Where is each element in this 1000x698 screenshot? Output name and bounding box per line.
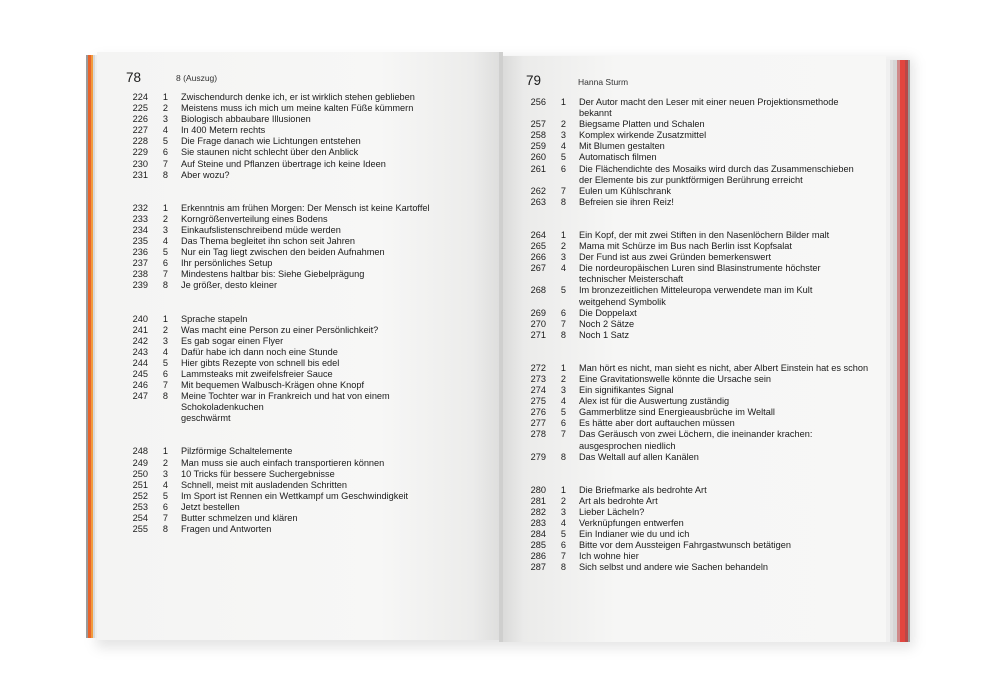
entry-sub-number: 2 xyxy=(560,119,566,130)
entry-row-continuation xyxy=(516,274,873,285)
entry-sub-number: 5 xyxy=(560,529,566,540)
entry-sub-number: 2 xyxy=(162,213,168,224)
entry-row xyxy=(118,358,463,369)
entry-text: Biologisch abbaubare Illusionen xyxy=(181,114,311,125)
entry-number: 239 xyxy=(132,280,148,291)
entry-sub-number: 2 xyxy=(162,103,168,114)
entry-sub-number: 1 xyxy=(162,202,168,213)
entry-number: 247 xyxy=(132,391,148,402)
entry-sub-number: 4 xyxy=(162,479,168,490)
entry-row xyxy=(516,551,873,562)
entry-sub-number: 6 xyxy=(162,368,168,379)
entry-number: 265 xyxy=(530,241,546,252)
entry-sub-number: 4 xyxy=(560,263,566,274)
entry-text: Der Fund ist aus zwei Gründen bemerkenswert xyxy=(579,252,771,263)
entry-row xyxy=(516,363,873,374)
entry-number: 273 xyxy=(530,373,546,384)
entry-text: Das Geräusch von zwei Löchern, die ineinander krachen: xyxy=(579,429,813,440)
entry-text: Erkenntnis am frühen Morgen: Der Mensch ist keine Kartoffel xyxy=(181,202,430,213)
entry-sub-number: 1 xyxy=(162,92,168,102)
entry-row xyxy=(516,330,873,341)
entry-text: Die nordeuropäischen Luren sind Blasinstrumente höchster xyxy=(579,263,821,274)
entry-number: 238 xyxy=(132,269,148,280)
entry-sub-number: 6 xyxy=(162,258,168,269)
entry-sub-number: 8 xyxy=(162,280,168,291)
entry-sub-number: 4 xyxy=(162,125,168,136)
entry-sub-number: 3 xyxy=(560,130,566,141)
entry-sub-number: 3 xyxy=(560,385,566,396)
entry-text: Schnell, meist mit ausladenden Schritten xyxy=(181,479,347,490)
entry-number: 237 xyxy=(132,258,148,269)
right-running-head: Hanna Sturm xyxy=(578,77,629,87)
entry-row xyxy=(516,141,873,152)
entry-number: 276 xyxy=(530,407,546,418)
entry-sub-number: 7 xyxy=(560,318,566,329)
entry-sub-number: 7 xyxy=(560,551,566,562)
entry-number: 236 xyxy=(132,247,148,258)
entry-text: Eulen um Kühlschrank xyxy=(579,185,671,196)
entry-sub-number: 2 xyxy=(162,324,168,335)
entry-row xyxy=(118,170,463,181)
entry-group xyxy=(118,203,463,292)
entry-text: Ein Kopf, der mit zwei Stiften in den Nasenlöchern Bilder malt xyxy=(579,229,830,240)
entry-text: Die Flächendichte des Mosaiks wird durch das Zusammenschieben xyxy=(579,163,854,174)
entry-text: Ein signifikantes Signal xyxy=(579,385,674,396)
entry-sub-number: 4 xyxy=(560,141,566,152)
entry-number: 260 xyxy=(530,152,546,163)
entry-sub-number: 1 xyxy=(162,313,168,324)
entry-text: Befreien sie ihren Reiz! xyxy=(579,196,674,207)
entry-row-continuation xyxy=(516,297,873,308)
entry-text: Auf Steine und Pflanzen übertrage ich keine Ideen xyxy=(181,158,386,169)
entry-sub-number: 4 xyxy=(560,518,566,528)
entry-sub-number: 3 xyxy=(560,506,566,517)
entry-text: In 400 Metern rechts xyxy=(181,125,266,136)
entry-number: 271 xyxy=(530,329,546,340)
entry-sub-number: 1 xyxy=(560,97,566,107)
entry-sub-number: 6 xyxy=(560,163,566,174)
entry-sub-number: 1 xyxy=(162,446,168,457)
entry-row xyxy=(118,369,463,380)
entry-text: Aber wozu? xyxy=(181,169,230,180)
entry-sub-number: 8 xyxy=(162,169,168,180)
entry-number: 242 xyxy=(132,335,148,346)
entry-number: 241 xyxy=(132,324,148,335)
entry-number: 254 xyxy=(132,513,148,523)
entry-row xyxy=(118,524,463,535)
entry-row-continuation xyxy=(516,108,873,119)
entry-row xyxy=(516,429,873,440)
entry-sub-number: 3 xyxy=(162,114,168,125)
entry-text: Nur ein Tag liegt zwischen den beiden Aufnahmen xyxy=(181,247,385,258)
entry-text: Meine Tochter war in Frankreich und hat von einem Schokoladenkuchen xyxy=(181,391,390,413)
entry-sub-number: 8 xyxy=(560,562,566,573)
entry-sub-number: 6 xyxy=(560,418,566,429)
entry-text: Man muss sie auch einfach transportieren können xyxy=(181,457,385,468)
entry-sub-number: 5 xyxy=(162,136,168,147)
entry-text: Mit bequemen Walbusch-Krägen ohne Knopf xyxy=(181,380,365,391)
entry-row xyxy=(516,407,873,418)
entry-number: 240 xyxy=(132,313,148,324)
entry-text: Im bronzezeitlichen Mitteleuropa verwendete man im Kult xyxy=(579,285,813,296)
entry-sub-number: 5 xyxy=(560,285,566,296)
entry-text: Mama mit Schürze im Bus nach Berlin isst Kopfsalat xyxy=(579,241,792,252)
entry-row xyxy=(516,452,873,463)
entry-number: 269 xyxy=(530,307,546,318)
entry-text: Einkaufslistenschreibend müde werden xyxy=(181,224,341,235)
entry-row xyxy=(118,125,463,136)
entry-row xyxy=(118,446,463,457)
entry-text: Ein Indianer wie du und ich xyxy=(579,529,690,540)
entry-number: 225 xyxy=(132,103,148,114)
entry-text-continuation: bekannt xyxy=(579,108,612,119)
entry-row xyxy=(118,147,463,158)
entry-row xyxy=(516,496,873,507)
entry-row xyxy=(118,391,463,413)
entry-number: 251 xyxy=(132,479,148,490)
entry-sub-number: 7 xyxy=(162,513,168,523)
entry-row xyxy=(516,562,873,573)
entry-text: Pilzförmige Schaltelemente xyxy=(181,446,293,457)
entry-sub-number: 4 xyxy=(162,346,168,357)
entry-row xyxy=(118,136,463,147)
entry-row-continuation xyxy=(516,175,873,186)
entry-row xyxy=(118,336,463,347)
entry-row xyxy=(118,491,463,502)
entry-text: Das Weltall auf allen Kanälen xyxy=(579,451,699,462)
entry-group xyxy=(516,230,873,341)
entry-text: Die Doppelaxt xyxy=(579,307,637,318)
entry-sub-number: 3 xyxy=(162,335,168,346)
entry-number: 256 xyxy=(530,97,546,107)
entry-number: 226 xyxy=(132,114,148,125)
entry-sub-number: 4 xyxy=(560,396,566,407)
entry-row xyxy=(516,396,873,407)
entry-text: Ihr persönliches Setup xyxy=(181,258,273,269)
entry-group xyxy=(516,363,873,463)
entry-row xyxy=(118,247,463,258)
entry-sub-number: 2 xyxy=(162,457,168,468)
entry-number: 246 xyxy=(132,380,148,391)
entry-group xyxy=(118,446,463,535)
entry-text: Biegsame Platten und Schalen xyxy=(579,119,705,130)
entry-text: Die Briefmarke als bedrohte Art xyxy=(579,484,707,495)
entry-row xyxy=(516,152,873,163)
entry-sub-number: 3 xyxy=(162,468,168,479)
entry-number: 232 xyxy=(132,202,148,213)
entry-text: Verknüpfungen entwerfen xyxy=(579,518,684,528)
entry-number: 286 xyxy=(530,551,546,562)
entry-text: Dafür habe ich dann noch eine Stunde xyxy=(181,346,338,357)
entry-number: 245 xyxy=(132,368,148,379)
entry-number: 257 xyxy=(530,119,546,130)
entry-number: 250 xyxy=(132,468,148,479)
entry-row xyxy=(118,458,463,469)
entry-sub-number: 8 xyxy=(560,451,566,462)
entry-row xyxy=(516,385,873,396)
entry-number: 249 xyxy=(132,457,148,468)
entry-row xyxy=(118,380,463,391)
entry-text: Art als bedrohte Art xyxy=(579,495,658,506)
entry-number: 244 xyxy=(132,357,148,368)
entry-sub-number: 2 xyxy=(560,495,566,506)
entry-number: 262 xyxy=(530,185,546,196)
entry-sub-number: 2 xyxy=(560,241,566,252)
entry-row xyxy=(516,186,873,197)
entry-row xyxy=(118,325,463,336)
entry-number: 268 xyxy=(530,285,546,296)
entry-text: Automatisch filmen xyxy=(579,152,657,163)
entry-text: Es gab sogar einen Flyer xyxy=(181,335,284,346)
entry-number: 277 xyxy=(530,418,546,429)
entry-number: 224 xyxy=(132,92,148,102)
entry-text-continuation: der Elemente bis zur punktförmigen Berührung erreicht xyxy=(579,174,803,185)
entry-row xyxy=(516,230,873,241)
entry-number: 283 xyxy=(530,518,546,528)
book-gutter xyxy=(499,52,503,642)
entry-text: Sprache stapeln xyxy=(181,313,248,324)
entry-group xyxy=(516,97,873,208)
entry-text: Sich selbst und andere wie Sachen behandeln xyxy=(579,562,768,573)
entry-sub-number: 5 xyxy=(560,152,566,163)
entry-row xyxy=(516,540,873,551)
entry-sub-number: 8 xyxy=(560,196,566,207)
entry-text: Sie staunen nicht schlecht über den Anblick xyxy=(181,147,359,158)
entry-sub-number: 1 xyxy=(560,229,566,240)
entry-text: Noch 1 Satz xyxy=(579,329,630,340)
entry-row xyxy=(118,114,463,125)
entry-text: Zwischendurch denke ich, er ist wirklich stehen geblieben xyxy=(181,92,415,102)
entry-number: 285 xyxy=(530,540,546,551)
entry-number: 274 xyxy=(530,385,546,396)
entry-row xyxy=(516,507,873,518)
entry-number: 275 xyxy=(530,396,546,407)
entry-number: 282 xyxy=(530,506,546,517)
entry-text: Man hört es nicht, man sieht es nicht, aber Albert Einstein hat es schon xyxy=(579,362,869,373)
left-entry-list xyxy=(118,92,463,557)
right-entry-list xyxy=(516,97,873,595)
entry-text: Eine Gravitationswelle könnte die Ursache sein xyxy=(579,373,772,384)
entry-row xyxy=(516,485,873,496)
entry-row xyxy=(516,308,873,319)
entry-row xyxy=(516,319,873,330)
entry-row xyxy=(118,280,463,291)
entry-row xyxy=(516,374,873,385)
entry-text: Noch 2 Sätze xyxy=(579,318,635,329)
entry-number: 281 xyxy=(530,495,546,506)
entry-sub-number: 5 xyxy=(162,247,168,258)
entry-text: Die Frage danach wie Lichtungen entstehen xyxy=(181,136,361,147)
entry-sub-number: 1 xyxy=(560,484,566,495)
entry-group xyxy=(118,314,463,425)
entry-sub-number: 7 xyxy=(162,158,168,169)
entry-row-continuation xyxy=(118,413,463,424)
entry-number: 243 xyxy=(132,346,148,357)
entry-number: 259 xyxy=(530,141,546,152)
entry-sub-number: 8 xyxy=(560,329,566,340)
entry-number: 284 xyxy=(530,529,546,540)
entry-row xyxy=(118,214,463,225)
entry-row xyxy=(118,258,463,269)
entry-number: 234 xyxy=(132,224,148,235)
entry-row xyxy=(118,225,463,236)
entry-sub-number: 3 xyxy=(162,224,168,235)
entry-text: Alex ist für die Auswertung zuständig xyxy=(579,396,730,407)
entry-sub-number: 1 xyxy=(560,362,566,373)
entry-row xyxy=(516,130,873,141)
entry-number: 264 xyxy=(530,229,546,240)
entry-row xyxy=(516,241,873,252)
entry-text: Komplex wirkende Zusatzmittel xyxy=(579,130,707,141)
entry-number: 233 xyxy=(132,213,148,224)
entry-row xyxy=(516,263,873,274)
entry-text-continuation: geschwärmt xyxy=(181,413,231,424)
entry-text-continuation: ausgesprochen niedlich xyxy=(579,440,676,451)
entry-text: Butter schmelzen und klären xyxy=(181,513,298,523)
entry-text: Mindestens haltbar bis: Siehe Giebelprägung xyxy=(181,269,365,280)
entry-sub-number: 2 xyxy=(560,373,566,384)
entry-row xyxy=(118,92,463,103)
entry-text: Fragen und Antworten xyxy=(181,524,272,535)
entry-text: 10 Tricks für bessere Suchergebnisse xyxy=(181,468,335,479)
entry-number: 255 xyxy=(132,524,148,535)
entry-row-continuation xyxy=(516,441,873,452)
right-page-edges xyxy=(884,60,910,642)
entry-text: Hier gibts Rezepte von schnell bis edel xyxy=(181,357,340,368)
entry-number: 272 xyxy=(530,362,546,373)
entry-number: 229 xyxy=(132,147,148,158)
entry-number: 231 xyxy=(132,169,148,180)
entry-text: Ich wohne hier xyxy=(579,551,639,562)
entry-row xyxy=(118,236,463,247)
right-page-number: 79 xyxy=(526,73,542,88)
entry-row xyxy=(516,164,873,175)
entry-row xyxy=(516,119,873,130)
entry-text-continuation: weitgehend Symbolik xyxy=(579,296,666,307)
entry-sub-number: 4 xyxy=(162,236,168,247)
entry-text: Im Sport ist Rennen ein Wettkampf um Geschwindigkeit xyxy=(181,490,409,501)
entry-row xyxy=(118,159,463,170)
entry-sub-number: 8 xyxy=(162,524,168,535)
entry-number: 287 xyxy=(530,562,546,573)
entry-row xyxy=(118,513,463,524)
entry-row xyxy=(516,97,873,108)
entry-text: Je größer, desto kleiner xyxy=(181,280,278,291)
entry-row xyxy=(118,203,463,214)
entry-sub-number: 6 xyxy=(560,307,566,318)
entry-text: Gammerblitze sind Energieausbrüche im Weltall xyxy=(579,407,775,418)
entry-number: 253 xyxy=(132,501,148,512)
entry-number: 261 xyxy=(530,163,546,174)
entry-sub-number: 8 xyxy=(162,391,168,402)
entry-text: Korngrößenverteilung eines Bodens xyxy=(181,213,328,224)
entry-sub-number: 5 xyxy=(162,357,168,368)
entry-text: Lieber Lächeln? xyxy=(579,506,645,517)
left-page-number: 78 xyxy=(126,70,142,85)
entry-row xyxy=(118,347,463,358)
entry-text: Meistens muss ich mich um meine kalten Füße kümmern xyxy=(181,103,414,114)
entry-row xyxy=(118,469,463,480)
entry-row xyxy=(516,518,873,529)
entry-number: 252 xyxy=(132,490,148,501)
entry-number: 258 xyxy=(530,130,546,141)
entry-number: 235 xyxy=(132,236,148,247)
entry-text: Es hätte aber dort auftauchen müssen xyxy=(579,418,735,429)
entry-sub-number: 6 xyxy=(162,147,168,158)
entry-sub-number: 6 xyxy=(162,501,168,512)
entry-text: Jetzt bestellen xyxy=(181,501,240,512)
entry-sub-number: 6 xyxy=(560,540,566,551)
entry-text: Was macht eine Person zu einer Persönlichkeit? xyxy=(181,324,379,335)
entry-number: 230 xyxy=(132,158,148,169)
entry-text-continuation: technischer Meisterschaft xyxy=(579,274,684,285)
entry-number: 267 xyxy=(530,263,546,274)
entry-sub-number: 7 xyxy=(162,380,168,391)
entry-sub-number: 3 xyxy=(560,252,566,263)
entry-row xyxy=(516,418,873,429)
entry-text: Bitte vor dem Aussteigen Fahrgastwunsch betätigen xyxy=(579,540,791,551)
entry-text: Das Thema begleitet ihn schon seit Jahren xyxy=(181,236,355,247)
entry-row xyxy=(516,529,873,540)
entry-number: 266 xyxy=(530,252,546,263)
entry-sub-number: 5 xyxy=(560,407,566,418)
entry-sub-number: 7 xyxy=(560,429,566,440)
entry-number: 248 xyxy=(132,446,148,457)
entry-row xyxy=(516,285,873,296)
entry-number: 270 xyxy=(530,318,546,329)
entry-row xyxy=(516,197,873,208)
entry-number: 279 xyxy=(530,451,546,462)
entry-row xyxy=(516,252,873,263)
entry-number: 227 xyxy=(132,125,148,136)
entry-row xyxy=(118,269,463,280)
entry-group xyxy=(118,92,463,181)
entry-number: 278 xyxy=(530,429,546,440)
entry-row xyxy=(118,480,463,491)
entry-group xyxy=(516,485,873,574)
entry-number: 228 xyxy=(132,136,148,147)
entry-row xyxy=(118,502,463,513)
entry-number: 280 xyxy=(530,484,546,495)
left-running-head: 8 (Auszug) xyxy=(176,73,218,83)
entry-text: Mit Blumen gestalten xyxy=(579,141,665,152)
entry-text: Lammsteaks mit zweifelsfreier Sauce xyxy=(181,368,333,379)
entry-row xyxy=(118,103,463,114)
entry-row xyxy=(118,314,463,325)
entry-sub-number: 7 xyxy=(560,185,566,196)
entry-sub-number: 7 xyxy=(162,269,168,280)
entry-text: Der Autor macht den Leser mit einer neuen Projektionsmethode xyxy=(579,97,839,107)
entry-number: 263 xyxy=(530,196,546,207)
entry-sub-number: 5 xyxy=(162,490,168,501)
